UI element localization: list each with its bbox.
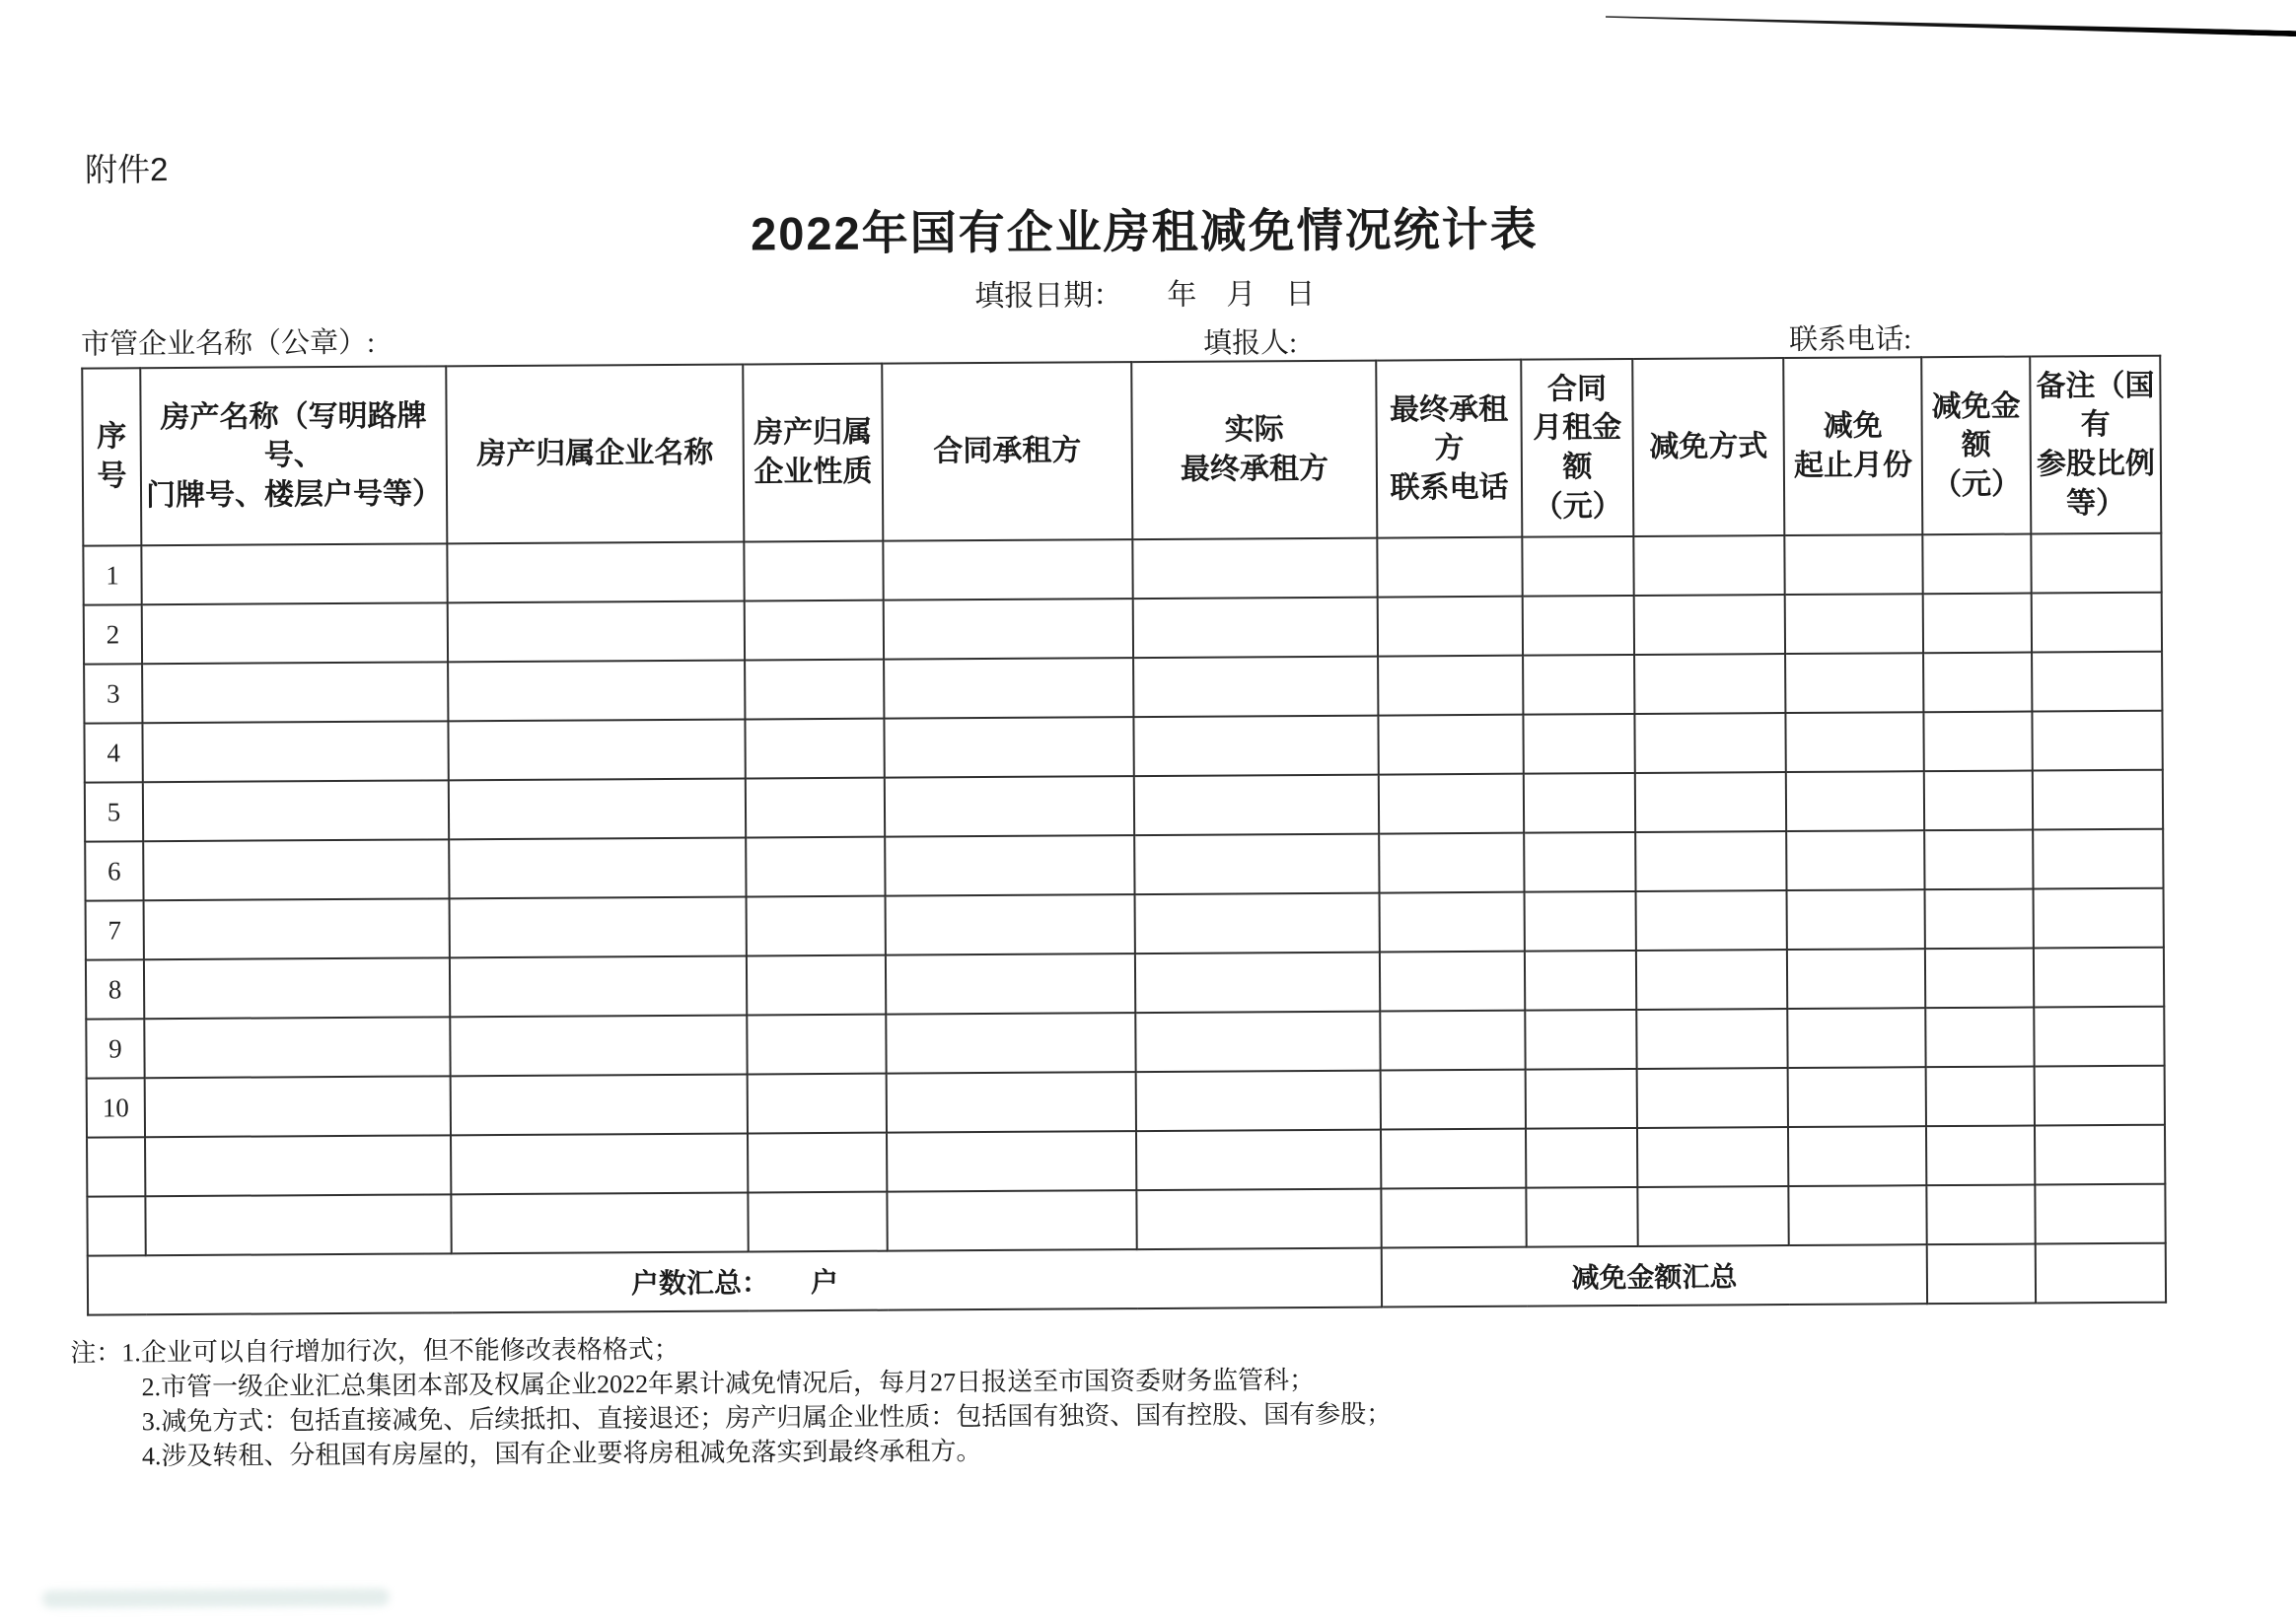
empty-cell: [1133, 598, 1378, 659]
empty-cell: [1523, 655, 1634, 715]
empty-cell: [142, 602, 448, 664]
empty-cell: [745, 719, 884, 779]
empty-cell: [1785, 712, 1923, 772]
empty-cell: [1637, 1127, 1788, 1187]
empty-cell: [745, 600, 884, 661]
empty-cell: [885, 835, 1134, 896]
empty-cell: [145, 1194, 451, 1255]
rent-reduction-table: [81, 355, 2167, 1316]
empty-cell: [1634, 713, 1785, 773]
empty-cell: [886, 1013, 1135, 1074]
empty-cell: [1381, 1129, 1526, 1189]
notes-prefix: 注：: [70, 1338, 122, 1368]
empty-cell: [141, 543, 447, 604]
empty-cell: [1634, 595, 1785, 655]
empty-cell: [745, 660, 884, 720]
column-header-final-lessee: 实际 最终承租方: [1131, 361, 1377, 540]
summary-remarks-cell: [2036, 1243, 2166, 1304]
empty-cell: [1926, 1185, 2035, 1245]
column-header-reduction-method: 减免方式: [1632, 358, 1784, 536]
empty-cell: [451, 1074, 748, 1135]
empty-cell: [1926, 1126, 2035, 1186]
empty-cell: [142, 662, 448, 723]
header-row: [82, 356, 2161, 546]
column-header-final-lessee-phone: 最终承租方 联系电话: [1376, 360, 1522, 538]
empty-cell: [887, 1072, 1136, 1133]
empty-cell: [1378, 715, 1523, 775]
empty-cell: [450, 1015, 747, 1076]
empty-cell: [1788, 1067, 1926, 1127]
row-number-cell: [87, 1137, 145, 1196]
empty-cell: [1925, 889, 2034, 950]
empty-cell: [747, 955, 886, 1016]
note-item: 4.涉及转租、分租国有房屋的，国有企业要将房租减免落实到最终承租方。: [141, 1437, 982, 1471]
empty-cell: [2031, 533, 2161, 594]
empty-cell: [1923, 594, 2032, 654]
empty-cell: [886, 953, 1135, 1015]
empty-cell: [450, 896, 747, 957]
form-title: 2022年国有企业房租减免情况统计表: [750, 202, 1539, 260]
empty-cell: [1526, 1069, 1637, 1129]
empty-cell: [1635, 772, 1786, 832]
empty-cell: [1786, 771, 1924, 831]
empty-cell: [2034, 888, 2164, 949]
table-body: [83, 533, 2165, 1256]
empty-cell: [748, 1192, 887, 1252]
empty-cell: [1136, 1071, 1381, 1132]
empty-cell: [1785, 653, 1923, 713]
row-number-cell: 6: [85, 841, 143, 900]
column-header-owner-company: 房产归属企业名称: [446, 365, 744, 544]
row-number-cell: 8: [86, 959, 144, 1019]
company-name-label: 市管企业名称（公章）:: [81, 326, 376, 361]
empty-cell: [1637, 1068, 1788, 1128]
empty-cell: [1784, 534, 1922, 595]
empty-cell: [143, 780, 449, 841]
empty-cell: [1379, 774, 1524, 834]
row-number-cell: 5: [85, 782, 143, 841]
row-number-cell: 2: [84, 604, 142, 664]
households-summary-cell: 户数汇总： 户: [88, 1248, 1382, 1315]
empty-cell: [1785, 594, 1923, 654]
row-number-cell: 10: [87, 1078, 145, 1137]
empty-cell: [2033, 770, 2163, 830]
report-filler-label: 填报人:: [1203, 327, 1298, 360]
empty-cell: [1378, 597, 1523, 657]
empty-cell: [448, 600, 745, 662]
empty-cell: [1523, 714, 1634, 774]
empty-cell: [1787, 889, 1925, 950]
empty-cell: [747, 896, 886, 956]
row-number-cell: 3: [84, 664, 142, 723]
empty-cell: [1133, 657, 1378, 718]
empty-cell: [1526, 1187, 1637, 1247]
empty-cell: [450, 955, 747, 1017]
empty-cell: [145, 1135, 451, 1196]
empty-cell: [1132, 538, 1377, 600]
empty-cell: [748, 1133, 887, 1193]
empty-cell: [746, 837, 885, 897]
empty-cell: [884, 658, 1133, 719]
empty-cell: [887, 1190, 1136, 1251]
empty-cell: [884, 717, 1133, 778]
empty-cell: [1379, 833, 1524, 893]
empty-cell: [1926, 1067, 2035, 1127]
empty-cell: [884, 599, 1133, 660]
empty-cell: [1381, 1188, 1526, 1248]
row-number-cell: [87, 1196, 145, 1255]
scan-smudge: [42, 1589, 390, 1608]
empty-cell: [2032, 593, 2162, 653]
row-number-cell: 9: [86, 1019, 144, 1078]
row-number-cell: 7: [86, 900, 144, 959]
note-text: 1.企业可以自行增加行次，但不能修改表格格式；: [121, 1334, 680, 1368]
empty-cell: [1380, 1011, 1525, 1071]
column-header-remarks: 备注（国有 参股比例 等）: [2030, 356, 2161, 534]
column-header-owner-nature: 房产归属 企业性质: [743, 364, 883, 542]
empty-cell: [1924, 830, 2033, 890]
empty-cell: [1525, 1010, 1636, 1070]
column-header-monthly-rent: 合同 月租金额 （元）: [1521, 359, 1633, 537]
empty-cell: [2035, 1125, 2165, 1185]
empty-cell: [1923, 712, 2032, 772]
column-header-reduction-amount: 减免金额 （元）: [1921, 357, 2031, 535]
empty-cell: [142, 721, 448, 782]
empty-cell: [1525, 951, 1636, 1011]
empty-cell: [143, 839, 449, 900]
amount-summary-label-cell: 减免金额汇总: [1382, 1244, 1927, 1306]
empty-cell: [1637, 1186, 1788, 1246]
empty-cell: [1522, 536, 1633, 597]
empty-cell: [1526, 1128, 1637, 1188]
empty-cell: [744, 541, 883, 601]
empty-cell: [144, 1017, 450, 1078]
empty-cell: [144, 957, 450, 1019]
empty-cell: [1523, 596, 1634, 656]
empty-cell: [887, 1131, 1136, 1192]
empty-cell: [1923, 653, 2032, 713]
notes-block: [70, 1328, 1392, 1474]
empty-cell: [1636, 890, 1787, 951]
contact-phone-label: 联系电话:: [1789, 323, 1912, 357]
empty-cell: [449, 778, 746, 839]
empty-cell: [1634, 654, 1785, 714]
attachment-label: 附件2: [84, 151, 169, 188]
empty-cell: [449, 837, 746, 898]
empty-cell: [448, 660, 745, 721]
empty-cell: [1924, 771, 2033, 831]
row-number-cell: 1: [83, 545, 141, 604]
empty-cell: [1787, 949, 1925, 1009]
empty-cell: [1380, 892, 1525, 953]
empty-cell: [1135, 893, 1380, 954]
empty-cell: [1133, 716, 1378, 777]
empty-cell: [1922, 534, 2031, 595]
amount-summary-value-cell: [1927, 1244, 2036, 1305]
empty-cell: [1524, 773, 1635, 833]
empty-cell: [447, 541, 744, 602]
empty-cell: [1134, 834, 1379, 895]
empty-cell: [2035, 1066, 2165, 1126]
empty-cell: [1378, 656, 1523, 716]
column-header-property-name: 房产名称（写明路牌号、 门牌号、楼层户号等）: [140, 366, 447, 545]
empty-cell: [2033, 829, 2163, 889]
empty-cell: [145, 1076, 451, 1137]
report-date-line: 填报日期： 年 月 日: [974, 277, 1316, 314]
empty-cell: [1134, 775, 1379, 836]
empty-cell: [451, 1133, 748, 1194]
empty-cell: [1787, 1008, 1925, 1068]
empty-cell: [1380, 952, 1525, 1012]
empty-cell: [1925, 1008, 2034, 1068]
empty-cell: [1381, 1070, 1526, 1130]
note-item: 3.减免方式：包括直接减免、后续抵扣、直接退还；房产归属企业性质：包括国有独资、国有控股、国有参股；: [141, 1399, 1393, 1437]
empty-cell: [1135, 1012, 1380, 1073]
note-item: 2.市管一级企业汇总集团本部及权属企业2022年累计减免情况后，每月27日报送至市国资委财务监管科；: [141, 1365, 1316, 1402]
empty-cell: [144, 898, 450, 959]
empty-cell: [1633, 535, 1784, 596]
empty-cell: [1788, 1126, 1926, 1186]
empty-cell: [448, 719, 745, 780]
empty-cell: [747, 1015, 886, 1075]
empty-cell: [1136, 1130, 1381, 1191]
empty-cell: [1925, 949, 2034, 1009]
empty-cell: [1524, 832, 1635, 892]
empty-cell: [2032, 711, 2162, 771]
empty-cell: [1135, 953, 1380, 1014]
empty-cell: [886, 894, 1135, 955]
empty-cell: [1635, 831, 1786, 891]
empty-cell: [746, 778, 885, 838]
empty-cell: [2034, 948, 2164, 1008]
empty-cell: [1525, 891, 1636, 952]
column-header-contract-lessee: 合同承租方: [882, 362, 1132, 541]
row-number-cell: 4: [84, 723, 142, 782]
empty-cell: [2034, 1007, 2164, 1067]
column-header-index: 序 号: [82, 368, 141, 545]
empty-cell: [883, 539, 1132, 600]
empty-cell: [1136, 1189, 1381, 1250]
summary-row: [88, 1243, 2166, 1315]
empty-cell: [1377, 537, 1522, 598]
empty-cell: [1786, 830, 1924, 890]
empty-cell: [885, 776, 1134, 837]
empty-cell: [1636, 950, 1787, 1010]
empty-cell: [748, 1074, 887, 1134]
empty-cell: [2035, 1184, 2165, 1244]
column-header-reduction-period: 减免 起止月份: [1783, 357, 1922, 535]
empty-cell: [1788, 1185, 1926, 1245]
empty-cell: [451, 1192, 748, 1253]
empty-cell: [2032, 652, 2162, 712]
empty-cell: [1636, 1009, 1787, 1069]
